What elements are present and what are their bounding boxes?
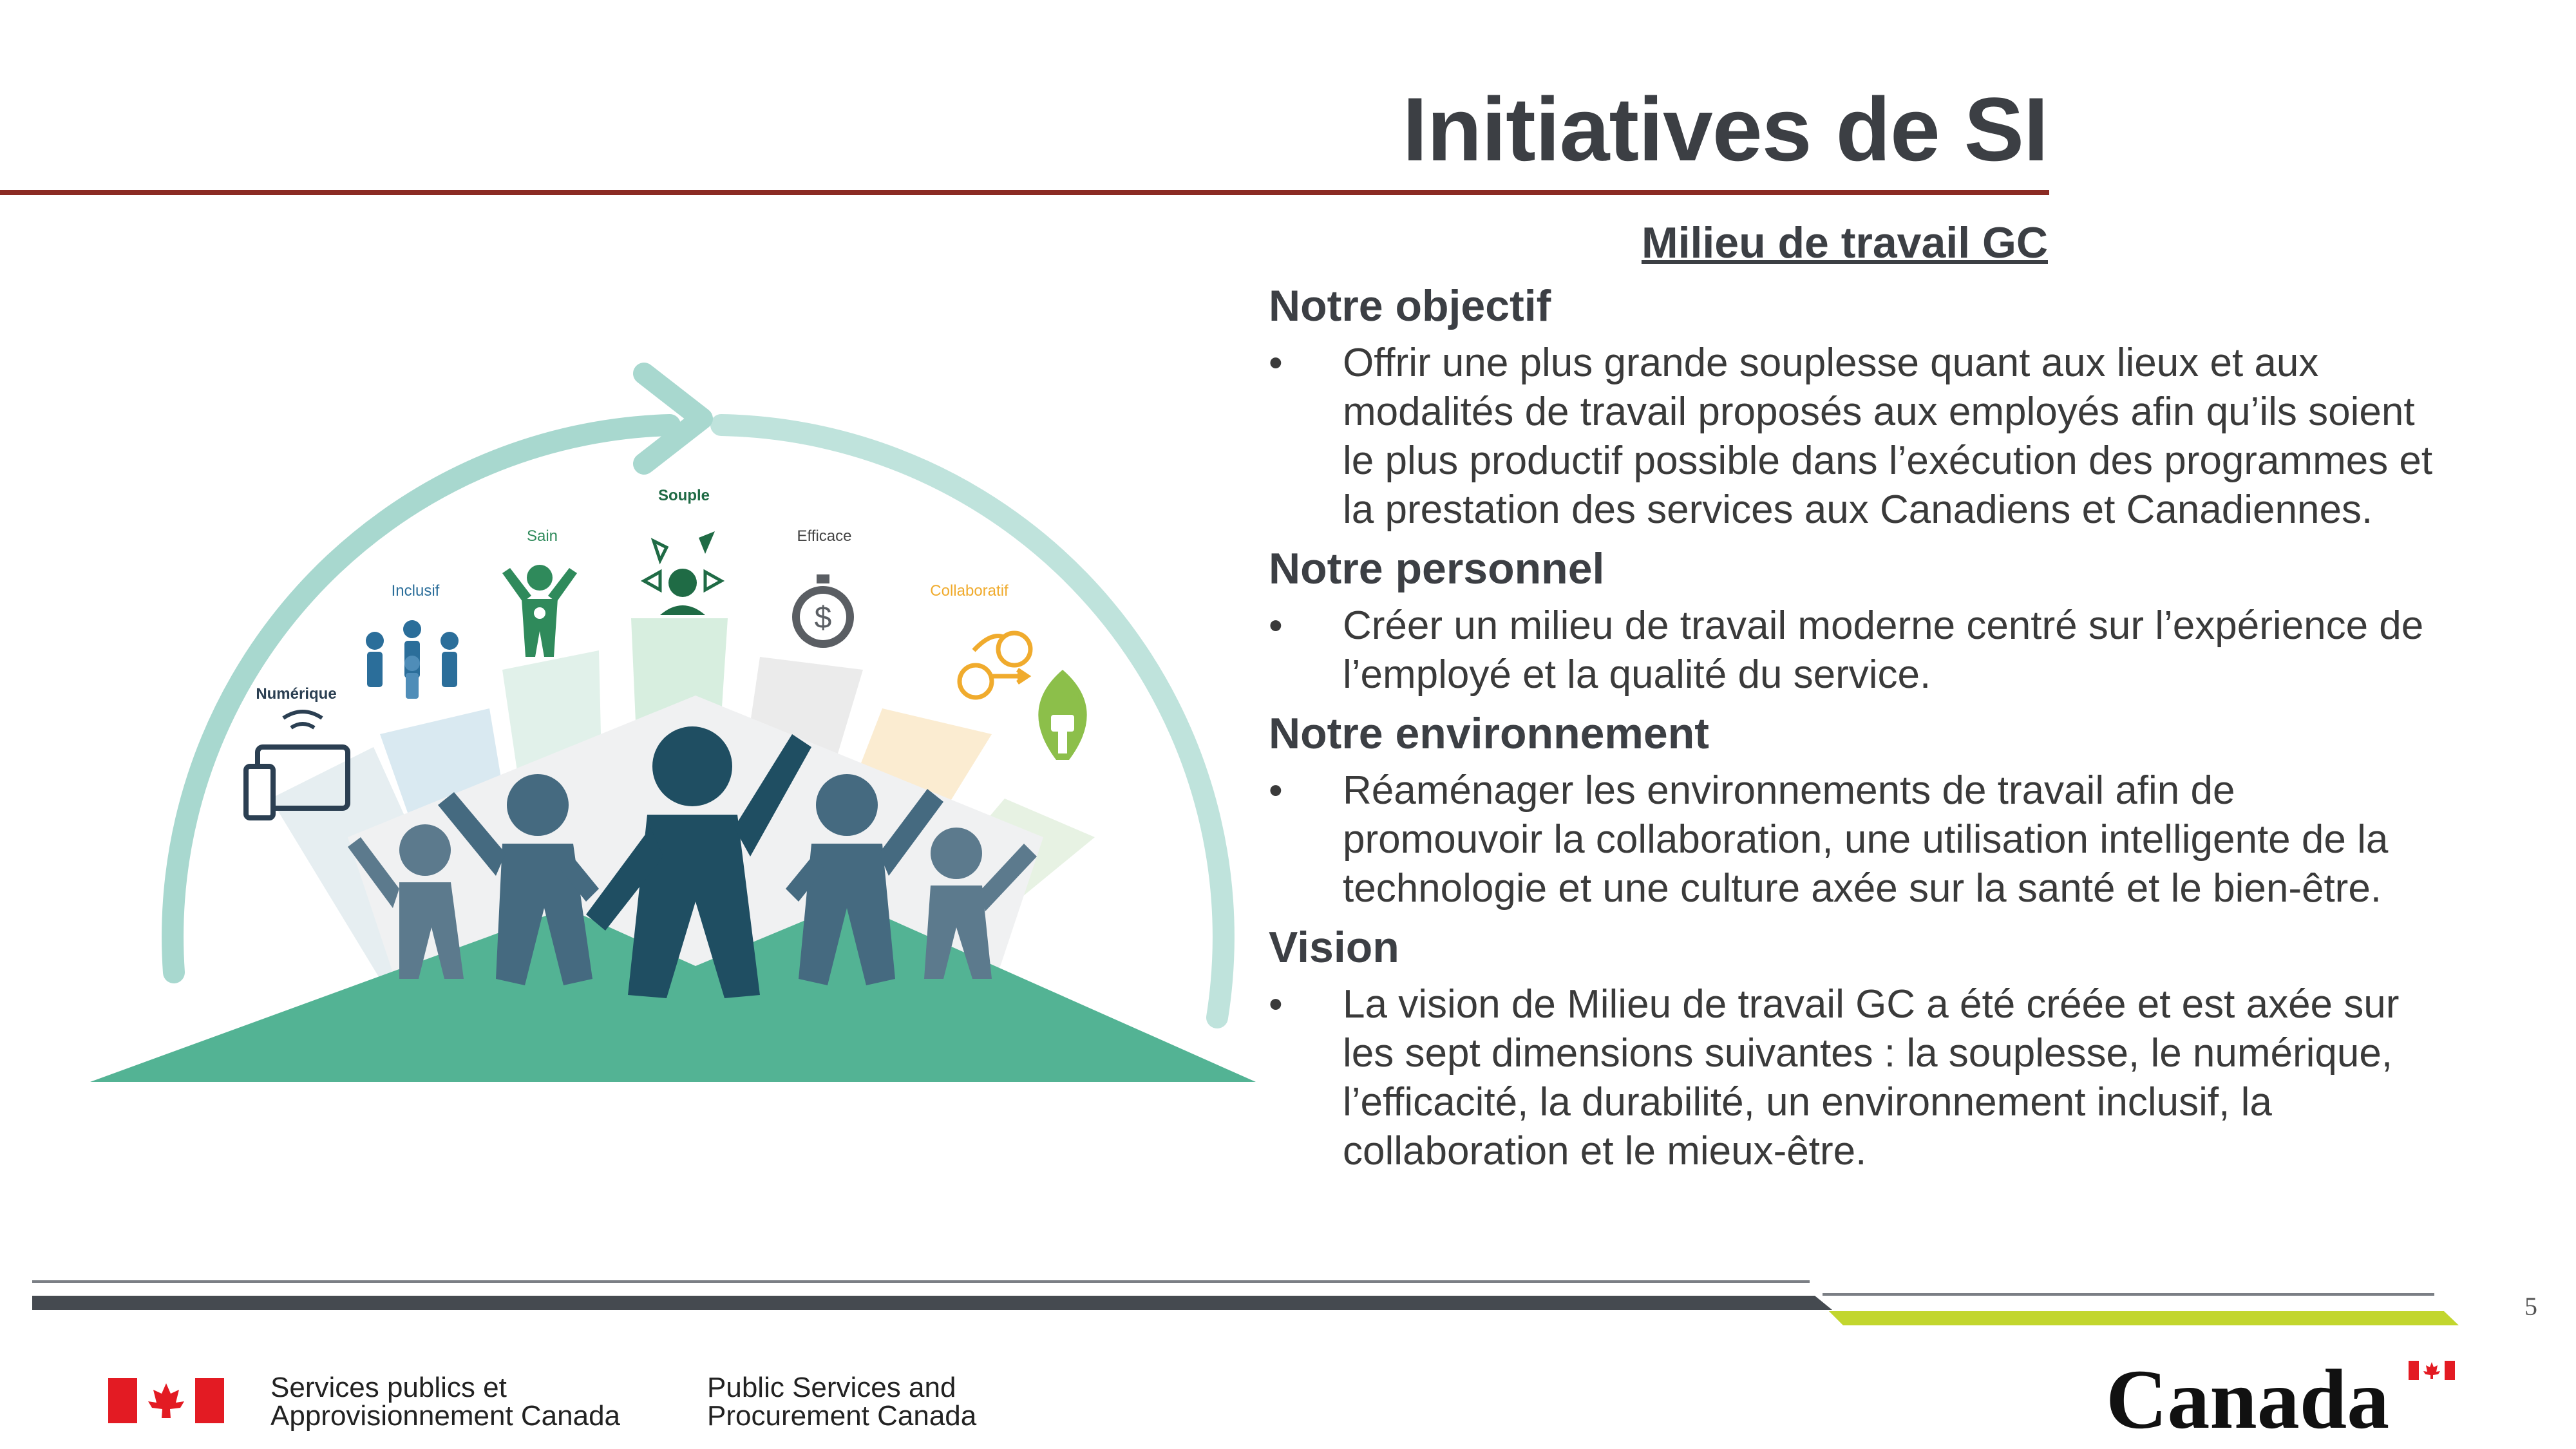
section-personnel [1269,540,2441,699]
flexible-arrows-icon [644,531,721,615]
bullet-text: Offrir une plus grande souplesse quant aux lieux et aux modalités de travail proposés aux employés afin qu’ils soient le plus productif possible dans l’exécution des programmes et la prestation des services aux Canadiens et Canadiennes. [1343,341,2433,532]
leaf-plug-icon [1038,670,1086,760]
content-subtitle: Milieu de travail GC [1641,218,2048,267]
label-collaboratif: Collaboratif [930,582,1009,600]
canada-flag-icon [108,1378,224,1423]
workplace-illustration [77,348,1294,1108]
footer-dark-bar [32,1296,1832,1310]
title-underline-rule [0,190,2049,195]
section-heading: Notre personnel [1269,544,1605,593]
content-sections [1269,277,2441,1181]
department-name-en [707,1374,976,1430]
canada-wordmark-logo [2106,1356,2467,1436]
page-number: 5 [2524,1292,2537,1321]
bullet-item [1269,766,2441,913]
bullet-text: Réaménager les environnements de travail afin de promouvoir la collaboration, une utilisation intelligente de la technologie et une culture axée sur la santé et le bien-être. [1343,768,2389,911]
label-sain: Sain [526,527,558,545]
footer-green-bar [1829,1311,2459,1325]
footer-thin-rule-left [32,1280,1810,1283]
dept-fr-line1: Services publics et [270,1372,507,1403]
section-heading: Notre objectif [1269,281,1551,330]
bullet-marker: • [1269,341,1283,385]
dept-fr-line2: Approvisionnement Canada [270,1400,621,1432]
wordmark-flag-icon [2409,1361,2455,1380]
slide-title: Initiatives de SI [1402,79,2048,180]
section-vision [1269,918,2441,1176]
bullet-item [1269,339,2441,535]
stopwatch-dollar-icon [792,574,854,648]
department-name-fr [270,1374,620,1430]
collaboration-icon [960,633,1030,697]
section-objectif [1269,277,2441,535]
bullet-item [1269,980,2441,1176]
svg-text:$: $ [814,601,832,635]
label-inclusif: Inclusif [391,582,440,600]
bullet-text: Créer un milieu de travail moderne centré sur l’expérience de l’employé et la qualité du service. [1343,603,2424,697]
section-heading: Vision [1269,923,1399,972]
label-souple: Souple [658,487,710,504]
footer-bars [0,1294,2576,1333]
dept-en-line2: Procurement Canada [707,1400,977,1432]
label-vert: Vert [1054,688,1082,706]
family-icon [366,620,459,699]
label-numerique: Numérique [256,685,337,703]
dept-en-line1: Public Services and [707,1372,956,1403]
label-efficace: Efficace [797,527,852,545]
bullet-marker: • [1269,982,1283,1027]
healthy-person-icon [502,565,577,657]
bullet-item [1269,601,2441,699]
section-environnement [1269,705,2441,913]
wordmark-text: Canada [2106,1356,2390,1436]
bullet-marker: • [1269,603,1283,648]
bullet-marker: • [1269,768,1283,813]
section-heading: Notre environnement [1269,709,1709,758]
bullet-text: La vision de Milieu de travail GC a été créée et est axée sur les sept dimensions suivantes : la souplesse, le numérique, l’efficacité, la durabilité, un environnement inclusif, la collaboration et le mieux-être. [1343,982,2400,1173]
